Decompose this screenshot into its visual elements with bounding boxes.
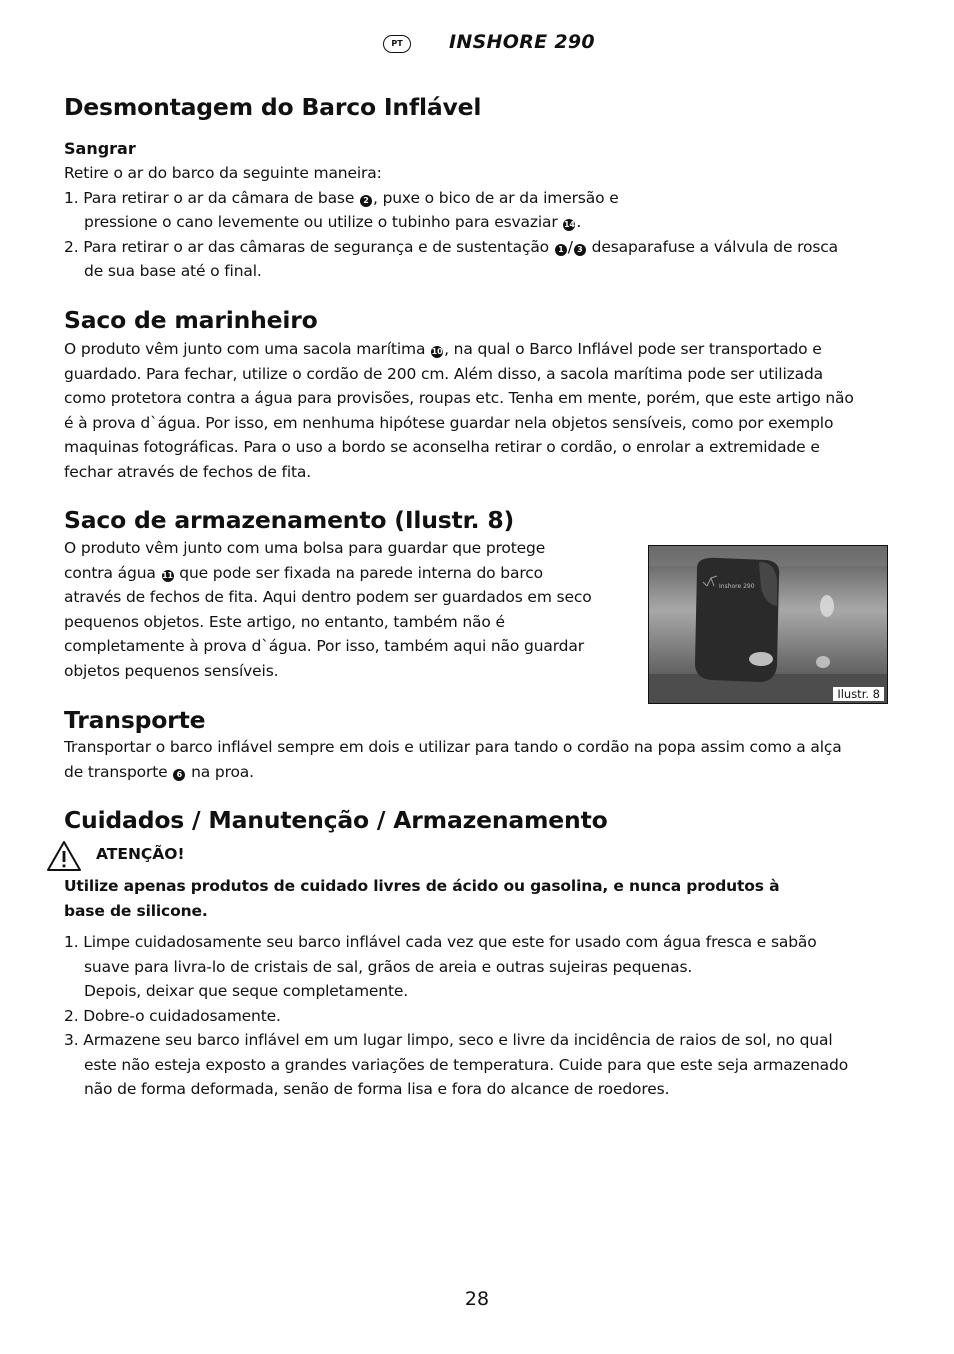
part-number-badge: 3 (574, 244, 586, 256)
text-line: não de forma deformada, senão de forma lisa e fora do alcance de roedores. (84, 1080, 670, 1098)
section-title-saco-marinheiro: Saco de marinheiro (64, 306, 318, 334)
section-title-saco-armazenamento: Saco de armazenamento (Ilustr. 8) (64, 506, 515, 534)
list-item: 2. Dobre-o cuidadosamente. (64, 1006, 281, 1025)
part-number-badge: 14 (563, 220, 575, 229)
bag-brand-text: Inshore 290 (719, 583, 755, 590)
part-number-badge: 11 (162, 570, 173, 580)
section-title-transporte: Transporte (64, 706, 206, 734)
text-line: base de silicone. (64, 901, 208, 920)
section1-body (64, 161, 894, 284)
text-line: através de fechos de fita. Aqui dentro podem ser guardados em seco (64, 588, 592, 606)
warning-label: ATENÇÃO! (96, 845, 185, 863)
text-line: guardado. Para fechar, utilize o cordão de 200 cm. Além disso, a sacola marítima pode ser utilizada (64, 364, 823, 383)
text-line: de transporte 6 na proa. (64, 762, 254, 781)
text-line: maquinas fotográficas. Para o uso a bordo se aconselha retirar o cordão, o enrolar a extremidade e (64, 438, 820, 456)
illustration-storage-bag (648, 545, 888, 704)
storage-bag-photo (649, 546, 888, 704)
text-line: O produto vêm junto com uma sacola marítima 10 , na qual o Barco Inflável pode ser transportado e (64, 340, 822, 358)
part-number-badge: 1 (555, 244, 567, 256)
care-list (64, 930, 894, 1102)
text-line: suave para livra-lo de cristais de sal, grãos de areia e outras sujeiras pequenas. (84, 957, 693, 976)
section2-body (64, 337, 894, 484)
text-line: pressione o cano levemente ou utilize o tubinho para esvaziar 14 . (84, 213, 582, 231)
list-item: 2. Para retirar o ar das câmaras de segurança e de sustentação 1 / 3 desaparafuse a válvula de rosca (64, 237, 839, 256)
page-header (0, 31, 954, 57)
section4-body (64, 735, 894, 784)
part-number-badge: 6 (173, 769, 185, 781)
text-line: este não esteja exposto a grandes variações de temperatura. Cuide para que este seja armazenado (84, 1055, 849, 1074)
section3-body (64, 536, 634, 683)
part-number-badge: 10 (431, 347, 443, 356)
text-line: Retire o ar do barco da seguinte maneira: (64, 164, 382, 182)
subtitle-sangrar: Sangrar (64, 139, 136, 158)
text-line: Utilize apenas produtos de cuidado livres de ácido ou gasolina, e nunca produtos à (64, 877, 780, 895)
section-title-cuidados: Cuidados / Manutenção / Armazenamento (64, 806, 608, 834)
language-badge: PT (383, 35, 411, 53)
warning-icon (46, 840, 82, 872)
list-item: 1. Para retirar o ar da câmara de base 2 , puxe o bico de ar da imersão e (64, 188, 619, 207)
text-line: pequenos objetos. Este artigo, no entanto, também não é (64, 612, 505, 631)
text-line: fechar através de fechos de fita. (64, 462, 312, 481)
text-line: objetos pequenos sensíveis. (64, 661, 279, 680)
text-line: de sua base até o final. (84, 262, 262, 280)
warning-text (64, 874, 894, 923)
text-line: completamente à prova d`água. Por isso, também aqui não guardar (64, 637, 584, 655)
text-line: contra água 11 que pode ser fixada na parede interna do barco (64, 563, 543, 582)
page-number: 28 (464, 1288, 490, 1310)
list-item: 1. Limpe cuidadosamente seu barco inflável cada vez que este for usado com água fresca e sabão (64, 933, 817, 951)
list-item: 3. Armazene seu barco inflável em um lugar limpo, seco e livre da incidência de raios de sol, no qual (64, 1031, 833, 1049)
text-line: Depois, deixar que seque completamente. (84, 982, 409, 1000)
figure-caption: Ilustr. 8 (833, 687, 884, 701)
part-number-badge: 2 (360, 195, 372, 207)
text-line: O produto vêm junto com uma bolsa para guardar que protege (64, 539, 546, 557)
text-line: Transportar o barco inflável sempre em dois e utilizar para tando o cordão na popa assim como a alça (64, 738, 842, 756)
text-line: é à prova d`água. Por isso, em nenhuma hipótese guardar nela objetos sensíveis, como por exemplo (64, 413, 834, 432)
section-title-desmontagem: Desmontagem do Barco Inflável (64, 93, 482, 121)
model-name: INSHORE 290 (449, 31, 595, 53)
text-line: como protetora contra a água para provisões, roupas etc. Tenha em mente, porém, que este artigo não (64, 389, 854, 407)
